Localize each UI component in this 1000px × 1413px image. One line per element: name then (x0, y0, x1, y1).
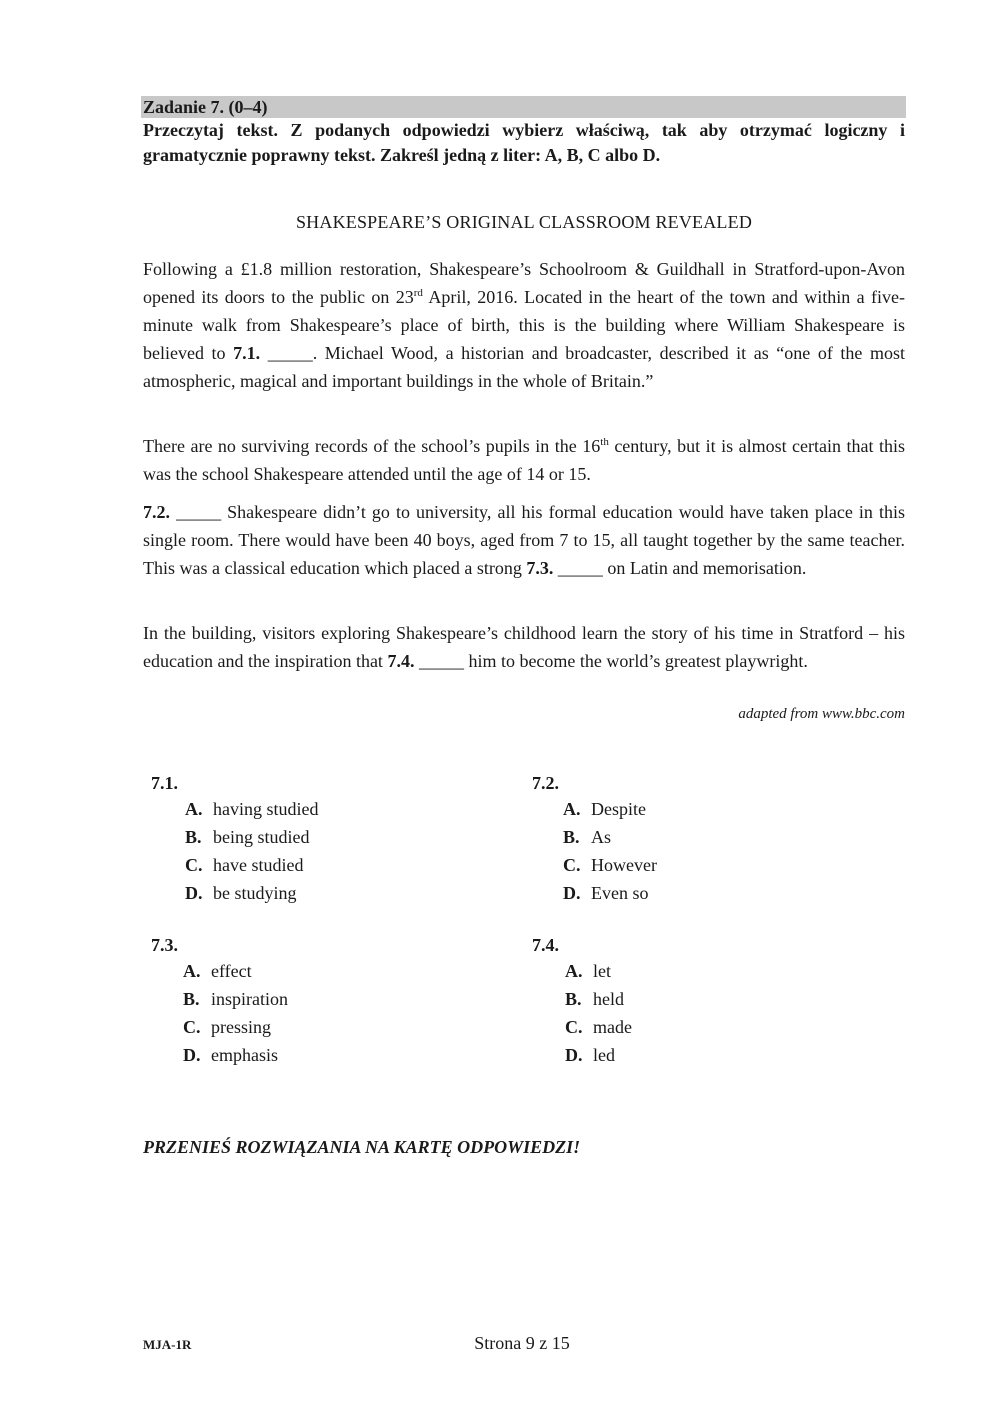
article-source: adapted from www.bbc.com (738, 706, 905, 722)
transfer-answers-notice: PRZENIEŚ ROZWIĄZANIA NA KARTĘ ODPOWIEDZI! (143, 1137, 581, 1157)
question-number: 7.1. (151, 773, 178, 793)
answer-option-a[interactable] (183, 957, 451, 985)
question-number: 7.4. (532, 935, 559, 955)
option-text: pressing (211, 1017, 271, 1037)
option-letter: C. (185, 855, 203, 875)
option-text: being studied (213, 827, 310, 847)
ordinal-suffix: th (600, 436, 609, 448)
option-letter: C. (183, 1017, 201, 1037)
paragraph-text: _____ Shakespeare didn’t go to university, all his formal education would have taken place in this single room. There would have been 40 boys, aged from 7 to 15, all taught together by the same teacher. This was a classical education which placed a strong (143, 502, 905, 578)
option-letter: D. (563, 883, 581, 903)
answer-option-b[interactable] (565, 985, 832, 1013)
answer-option-d[interactable] (563, 879, 832, 907)
article-paragraph-2 (143, 432, 905, 488)
option-letter: B. (183, 989, 200, 1009)
option-text: have studied (213, 855, 304, 875)
answer-option-c[interactable] (183, 1013, 451, 1041)
question-number: 7.3. (151, 935, 178, 955)
gap-label-7-1: 7.1. (233, 343, 261, 363)
option-letter: B. (185, 827, 202, 847)
ordinal-suffix: rd (413, 287, 423, 299)
option-text: effect (211, 961, 252, 981)
option-text: led (593, 1045, 615, 1065)
answer-option-d[interactable] (565, 1041, 832, 1069)
gap-label-7-3: 7.3. (526, 558, 554, 578)
paragraph-text: April, 2016. Located in the heart of the town and within a five-minute walk from Shakespeare’s place of birth, this is the building where William Shakespeare is believed to (143, 287, 906, 363)
gap-label-7-2: 7.2. (143, 502, 170, 522)
question-7-2 (532, 771, 832, 907)
page-number: Strona 9 z 15 (474, 1333, 570, 1353)
article-paragraph-4 (143, 619, 905, 675)
answer-option-b[interactable] (185, 823, 451, 851)
option-text: inspiration (211, 989, 288, 1009)
option-letter: D. (565, 1045, 583, 1065)
paragraph-text: There are no surviving records of the school’s pupils in the 16 (143, 436, 601, 456)
paragraph-text: Following a £1.8 million restoration, Shakespeare’s Schoolroom & Guildhall in Stratford-upon-Avon opened its doors to the public on 23 (143, 259, 905, 307)
answer-option-c[interactable] (565, 1013, 832, 1041)
question-7-1 (151, 771, 451, 907)
option-letter: B. (565, 989, 582, 1009)
option-text: Even so (591, 883, 649, 903)
question-7-3 (151, 933, 451, 1069)
option-text: be studying (213, 883, 297, 903)
answer-option-b[interactable] (183, 985, 451, 1013)
article-paragraph-3 (143, 498, 905, 582)
paragraph-text: _____ him to become the world’s greatest playwright. (414, 651, 808, 671)
option-text: held (593, 989, 624, 1009)
option-text: let (593, 961, 611, 981)
answer-option-a[interactable] (563, 795, 832, 823)
task-instruction: Przeczytaj tekst. Z podanych odpowiedzi wybierz właściwą, tak aby otrzymać logiczny i gramatycznie poprawny tekst. Zakreśl jedną z liter: A, B, C albo D. (143, 120, 905, 165)
option-letter: A. (565, 961, 583, 981)
answer-option-d[interactable] (183, 1041, 451, 1069)
option-text: having studied (213, 799, 319, 819)
article-title: SHAKESPEARE’S ORIGINAL CLASSROOM REVEALED (295, 212, 753, 232)
exam-code: MJA-1R (143, 1337, 192, 1352)
option-text: Despite (591, 799, 646, 819)
option-letter: C. (563, 855, 581, 875)
article-paragraph-1 (143, 255, 905, 395)
question-7-4 (532, 933, 832, 1069)
paragraph-text: _____ on Latin and memorisation. (553, 558, 807, 578)
option-text: As (591, 827, 612, 847)
option-letter: A. (563, 799, 581, 819)
option-text: made (593, 1017, 632, 1037)
task-header: Zadanie 7. (0–4) (141, 96, 906, 118)
option-text: emphasis (211, 1045, 278, 1065)
option-letter: A. (183, 961, 201, 981)
option-letter: D. (185, 883, 203, 903)
gap-label-7-4: 7.4. (387, 651, 415, 671)
option-letter: C. (565, 1017, 583, 1037)
option-letter: B. (563, 827, 580, 847)
answer-option-c[interactable] (563, 851, 832, 879)
option-letter: A. (185, 799, 203, 819)
option-letter: D. (183, 1045, 201, 1065)
paragraph-text: In the building, visitors exploring Shakespeare’s childhood learn the story of his time in Stratford – his education and the inspiration that (143, 623, 905, 671)
answer-option-b[interactable] (563, 823, 832, 851)
answer-option-a[interactable] (185, 795, 451, 823)
paragraph-text: _____. Michael Wood, a historian and broadcaster, described it as “one of the most atmospheric, magical and important buildings in the whole of Britain.” (143, 343, 905, 391)
paragraph-text: century, but it is almost certain that this was the school Shakespeare attended until the age of 14 or 15. (143, 436, 905, 484)
answer-option-a[interactable] (565, 957, 832, 985)
answer-option-c[interactable] (185, 851, 451, 879)
question-number: 7.2. (532, 773, 559, 793)
answer-option-d[interactable] (185, 879, 451, 907)
option-text: However (591, 855, 657, 875)
